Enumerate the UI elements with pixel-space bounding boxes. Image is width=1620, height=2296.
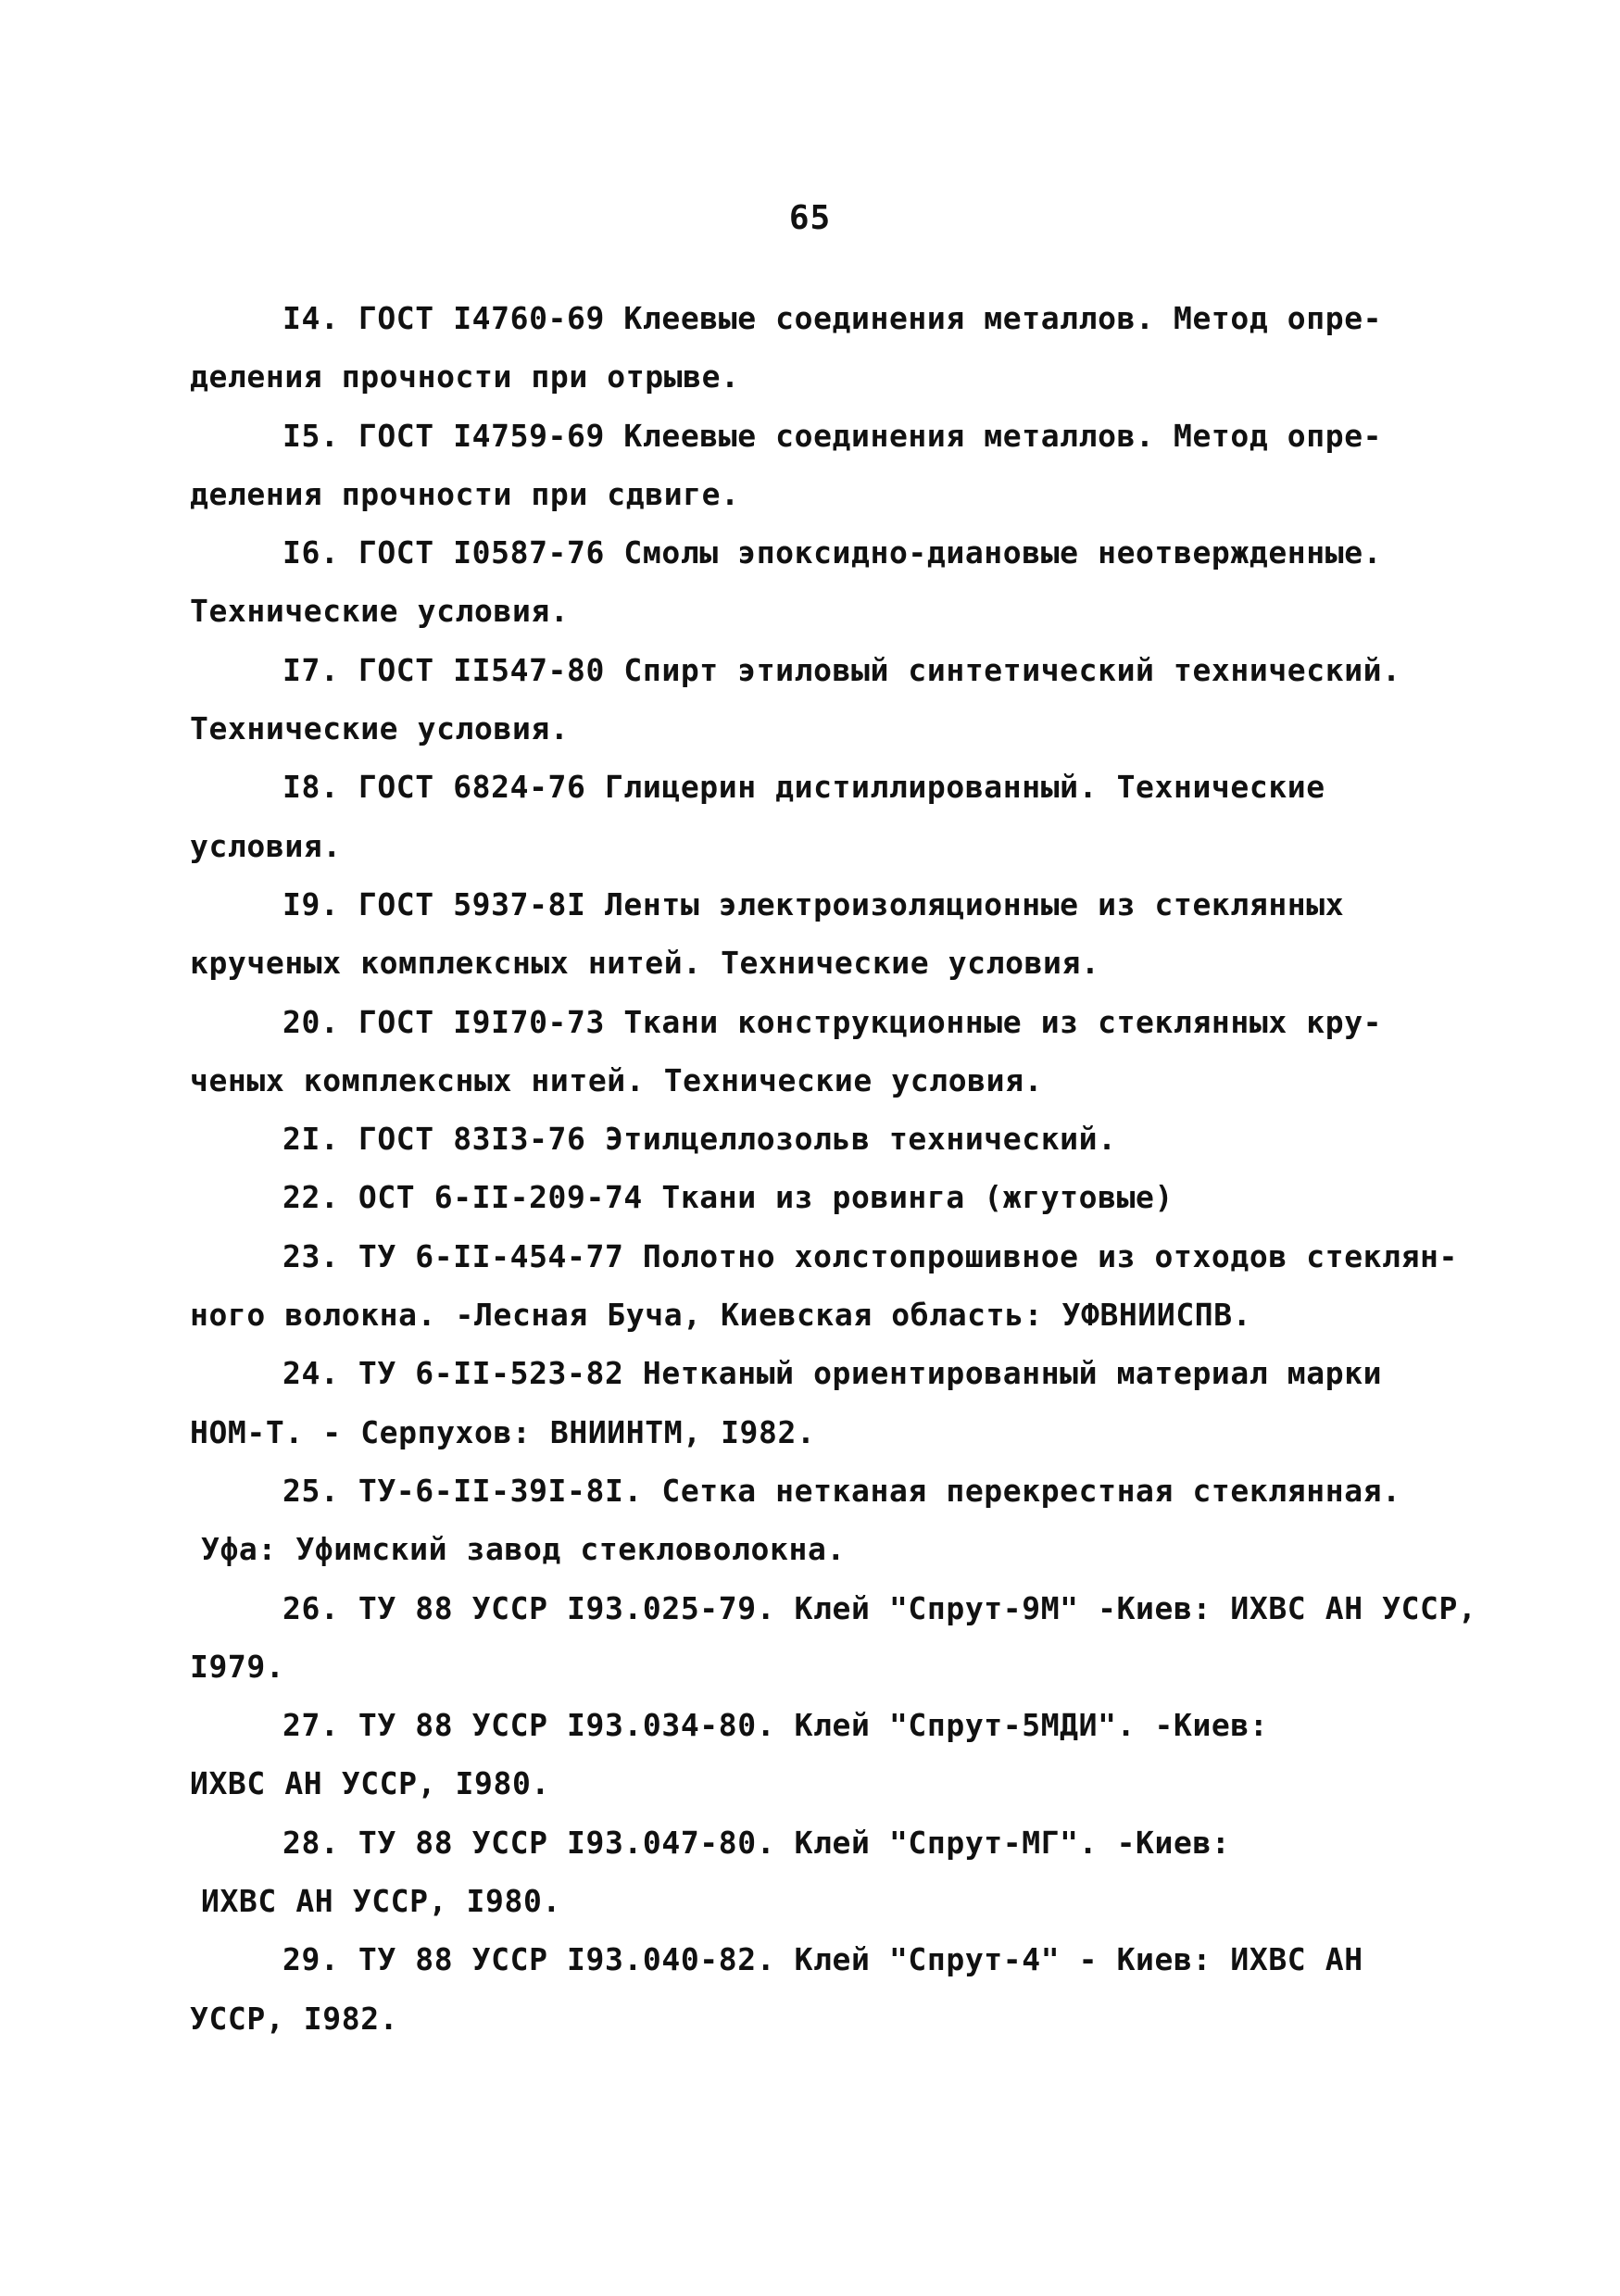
reference-line-continuation: условия. xyxy=(190,827,342,864)
reference-entry xyxy=(190,758,1468,875)
reference-line-first: I5. ГОСТ I4759-69 Клеевые соединения металлов. Метод опре- xyxy=(283,417,1383,454)
reference-line-first: 24. ТУ 6-II-523-82 Нетканый ориентированный материал марки xyxy=(283,1355,1383,1392)
reference-entry xyxy=(190,407,1468,524)
reference-line-continuation: ИХВС АН УССР, I980. xyxy=(190,1765,550,1802)
reference-line-continuation: ченых комплексных нитей. Технические условия. xyxy=(190,1061,1044,1098)
reference-line-first: I9. ГОСТ 5937-8I Ленты электроизоляционные из стеклянных xyxy=(283,885,1345,922)
reference-entry xyxy=(190,523,1468,641)
reference-line-first: 25. ТУ-6-II-39I-8I. Сетка нетканая перекрестная стеклянная. xyxy=(283,1472,1401,1509)
reference-entry xyxy=(190,1110,1468,1168)
reference-line-continuation: деления прочности при отрыве. xyxy=(190,358,740,395)
reference-line-continuation: ного волокна. -Лесная Буча, Киевская область: УФВНИИСПВ. xyxy=(190,1297,1252,1334)
reference-line-first: I7. ГОСТ II547-80 Спирт этиловый синтетический технический. xyxy=(283,651,1401,688)
reference-line-continuation: УССР, I982. xyxy=(190,2000,399,2037)
reference-entry xyxy=(190,1579,1477,1697)
reference-line-continuation: крученых комплексных нитей. Технические условия. xyxy=(190,945,1100,982)
reference-entry xyxy=(190,289,1468,407)
reference-line-continuation: деления прочности при сдвиге. xyxy=(190,475,740,512)
page-number: 65 xyxy=(788,199,832,237)
reference-line-first: 23. ТУ 6-II-454-77 Полотно холстопрошивное из отходов стеклян- xyxy=(283,1237,1458,1274)
reference-line-continuation: I979. xyxy=(190,1648,285,1685)
reference-entry xyxy=(190,1227,1468,1345)
reference-line-first: I6. ГОСТ I0587-76 Смолы эпоксидно-диановые неотвержденные. xyxy=(283,534,1383,571)
reference-line-first: 27. ТУ 88 УССР I93.034-80. Клей "Спрут-5МДИ". -Киев: xyxy=(283,1707,1269,1744)
reference-line-continuation: НОМ-Т. - Серпухов: ВНИИНТМ, I982. xyxy=(190,1413,816,1450)
reference-line-continuation: Технические условия. xyxy=(190,710,570,747)
reference-entry xyxy=(190,1696,1468,1813)
reference-entry xyxy=(190,641,1468,759)
reference-entry xyxy=(190,1813,1468,1931)
reference-line-first: 28. ТУ 88 УССР I93.047-80. Клей "Спрут-МГ". -Киев: xyxy=(283,1824,1231,1861)
reference-list xyxy=(190,289,1477,2048)
reference-line-first: 22. ОСТ 6-II-209-74 Ткани из ровинга (жгутовые) xyxy=(283,1179,1174,1216)
reference-entry xyxy=(190,875,1468,993)
reference-line-continuation: Технические условия. xyxy=(190,593,570,630)
reference-line-first: 26. ТУ 88 УССР I93.025-79. Клей "Спрут-9М" -Киев: ИХВС АН УССР, xyxy=(283,1589,1477,1626)
reference-line-continuation: Уфа: Уфимский завод стекловолокна. xyxy=(201,1531,846,1568)
reference-line-first: 2I. ГОСТ 83I3-76 Этилцеллозольв технический. xyxy=(283,1121,1117,1158)
reference-line-first: I8. ГОСТ 6824-76 Глицерин дистиллированный. Технические xyxy=(283,769,1325,806)
reference-line-first: 20. ГОСТ I9I70-73 Ткани конструкционные из стеклянных кру- xyxy=(283,1003,1383,1040)
reference-entry xyxy=(190,1462,1468,1579)
reference-entry xyxy=(190,993,1468,1110)
reference-line-continuation: ИХВС АН УССР, I980. xyxy=(201,1883,561,1920)
reference-entry xyxy=(190,1930,1468,2048)
reference-line-first: 29. ТУ 88 УССР I93.040-82. Клей "Спрут-4" - Киев: ИХВС АН xyxy=(283,1941,1363,1978)
reference-entry xyxy=(190,1168,1468,1226)
reference-line-first: I4. ГОСТ I4760-69 Клеевые соединения металлов. Метод опре- xyxy=(283,300,1383,336)
reference-entry xyxy=(190,1344,1468,1462)
